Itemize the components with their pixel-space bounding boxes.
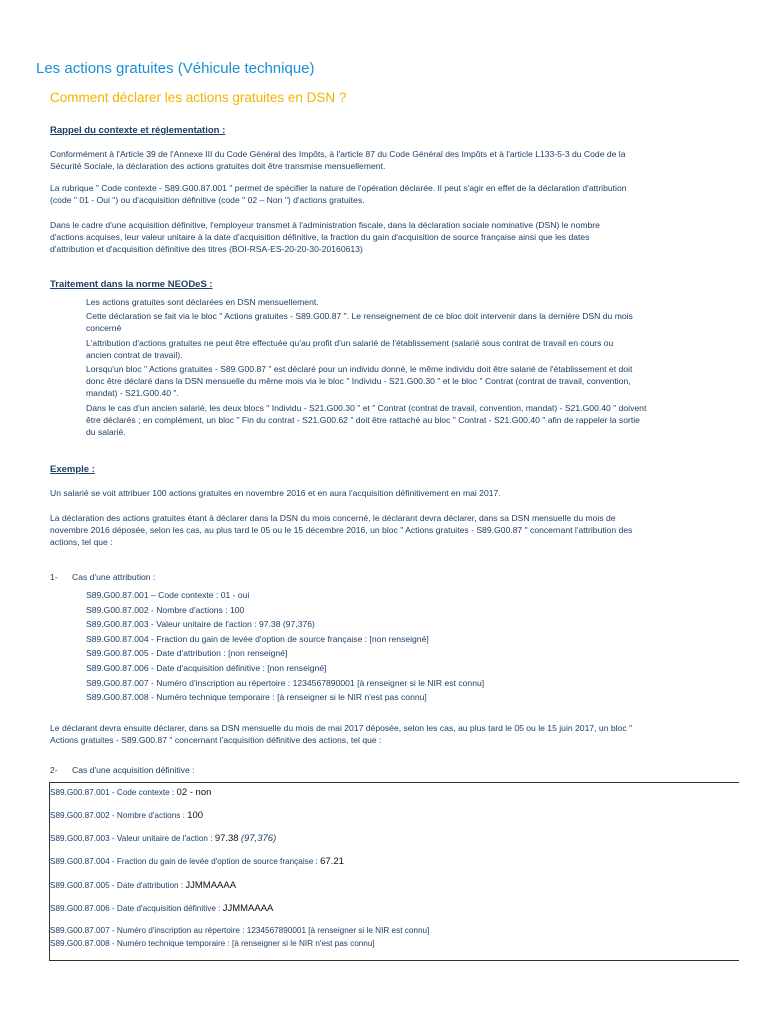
box-row: [50, 856, 344, 867]
row-value: JJMMAAAA: [185, 880, 237, 891]
case-acquisition-heading: [50, 765, 195, 775]
attribution-code-list: [86, 588, 484, 705]
paragraph-acquisition: [50, 722, 732, 746]
row-value: 67.21: [320, 856, 344, 867]
list-item: [86, 310, 732, 334]
code-line: S89.G00.87.002 - Nombre d'actions : 100: [86, 604, 245, 615]
text-line: d'actions acquises, leur valeur unitaire à la date d'acquisition définitive, la fraction du gain d'acquisition de source française ainsi que les dates: [50, 232, 590, 242]
acquisition-box: [49, 782, 739, 961]
row-label: S89.G00.87.004 - Fraction du gain de levée d'option de source française :: [50, 857, 321, 866]
text-line: Sécurité Sociale, la déclaration des actions gratuites doit être transmise mensuellement.: [50, 161, 386, 171]
paragraph-conformement: [50, 148, 732, 172]
text-line: La rubrique " Code contexte - S89.G00.87.001 " permet de spécifier la nature de l'opération déclarée. Il peut s'agir en effet de la déclaration d'attribution: [50, 183, 627, 193]
text-line: La déclaration des actions gratuites étant à déclarer dans la DSN du mois concerné, le déclarant devra déclarer, dans sa DSN mensuelle du mois de: [50, 513, 616, 523]
text-line: L'attribution d'actions gratuites ne peut être effectuée qu'au profit d'un salarié de l'établissement (salarié sous contrat de travail en cours ou: [86, 338, 614, 348]
heading-exemple: Exemple :: [50, 464, 95, 475]
row-label: S89.G00.87.001 - Code contexte :: [50, 788, 177, 797]
row-value: 100: [187, 810, 204, 821]
text-line: mandat) - S21.G00.40 ".: [86, 388, 179, 398]
box-row: [50, 833, 276, 844]
case-label: Cas d'une acquisition définitive :: [72, 765, 195, 775]
row-label: S89.G00.87.008 - Numéro technique temporaire : [à renseigner si le NIR n'est pas connu]: [50, 939, 375, 948]
code-line: S89.G00.87.005 - Date d'attribution : [non renseigné]: [86, 648, 288, 659]
list-item: [86, 363, 732, 399]
paragraph-exemple: [50, 487, 732, 499]
list-item: [86, 296, 732, 308]
row-label: S89.G00.87.003 - Valeur unitaire de l'action :: [50, 834, 215, 843]
box-row: [50, 926, 429, 935]
box-row: [50, 810, 203, 821]
row-value-alt: (97,376): [240, 833, 277, 844]
case-number: 1-: [50, 572, 58, 582]
box-row: [50, 787, 211, 798]
heading-traitement: Traitement dans la norme NEODeS :: [50, 279, 213, 290]
case-label: Cas d'une attribution :: [72, 572, 156, 582]
row-value: 97.38: [214, 833, 239, 844]
text-line: Le déclarant devra ensuite déclarer, dans sa DSN mensuelle du mois de mai 2017 déposée, selon les cas, au plus tard le 05 ou le 15 juin 2017, un bloc ": [50, 723, 633, 733]
case-attribution-heading: [50, 572, 155, 582]
text-line: Dans le cas d'un ancien salarié, les deux blocs " Individu - S21.G00.30 " et " Contrat (contrat de travail, convention, mandat) - S21.G00.40 " doivent: [86, 403, 647, 413]
text-line: Un salarié se voit attribuer 100 actions gratuites en novembre 2016 et en aura l'acquisition définitivement en mai 2017.: [50, 488, 501, 498]
code-line: S89.G00.87.008 - Numéro technique temporaire : [à renseigner si le NIR n'est pas connu]: [86, 692, 427, 703]
code-line: S89.G00.87.007 - Numéro d'inscription au répertoire : 1234567890001 [à renseigner si le NIR est connu]: [86, 677, 485, 688]
code-line: S89.G00.87.004 - Fraction du gain de levée d'option de source française : [non renseigné]: [86, 633, 429, 644]
text-line: être déclarés ; en complément, un bloc " Fin du contrat - S21.G00.62 " doit être rattaché au bloc " Contrat - S21.G00.40 " afin de rappeler la sortie: [86, 415, 640, 425]
list-item: [86, 337, 732, 361]
code-line: S89.G00.87.006 - Date d'acquisition définitive : [non renseigné]: [86, 662, 327, 673]
text-line: Dans le cadre d'une acquisition définitive, l'employeur transmet à l'administration fiscale, dans la déclaration sociale nominative (DSN) le nombre: [50, 220, 600, 230]
text-line: novembre 2016 déposée, selon les cas, au plus tard le 05 ou le 15 décembre 2016, un bloc " Actions gratuites - S89.G00.87 " concernant l'attribution des: [50, 525, 633, 535]
code-line: S89.G00.87.001 – Code contexte : 01 - oui: [86, 590, 250, 600]
case-number: 2-: [50, 765, 58, 775]
paragraph-rubrique: [50, 182, 732, 206]
box-row: [50, 903, 273, 914]
heading-rappel: Rappel du contexte et réglementation :: [50, 125, 226, 136]
paragraph-cadre: [50, 219, 732, 255]
text-line: Lorsqu'un bloc " Actions gratuites - S89.G00.87 " est déclaré pour un individu donné, le même individu doit être salarié de l'établissement et doit: [86, 364, 633, 374]
paragraph-declaration: [50, 512, 732, 548]
text-line: (code " 01 - Oui ") ou d'acquisition définitive (code " 02 – Non ") d'actions gratuites.: [50, 195, 365, 205]
row-label: S89.G00.87.006 - Date d'acquisition définitive :: [50, 904, 223, 913]
row-label: S89.G00.87.005 - Date d'attribution :: [50, 881, 186, 890]
document-subtitle: Comment déclarer les actions gratuites en DSN ?: [50, 90, 347, 105]
row-value: JJMMAAAA: [222, 903, 274, 914]
code-line: S89.G00.87.003 - Valeur unitaire de l'action : 97.38 (97,376): [86, 619, 315, 630]
row-value: 02 - non: [176, 787, 212, 798]
list-item: [86, 402, 732, 438]
text-line: concerné: [86, 323, 122, 333]
text-line: actions, tel que :: [50, 537, 113, 547]
text-line: ancien contrat de travail).: [86, 350, 183, 360]
box-row: [50, 939, 375, 948]
text-line: donc être déclaré dans la DSN mensuelle du même mois via le bloc " Individu - S21.G00.30 " et le bloc " Contrat (contrat de travail, convention,: [86, 376, 631, 386]
text-line: Les actions gratuites sont déclarées en DSN mensuellement.: [86, 297, 319, 307]
row-label: S89.G00.87.002 - Nombre d'actions :: [50, 811, 188, 820]
text-line: d'attribution et d'acquisition définitive des titres (BOI-RSA-ES-20-20-30-20160613): [50, 244, 363, 254]
document-title: Les actions gratuites (Véhicule technique): [36, 60, 315, 77]
text-line: Actions gratuites - S89.G00.87 " concernant l'acquisition définitive des actions, tel que :: [50, 735, 382, 745]
row-label: S89.G00.87.007 - Numéro d'inscription au répertoire : 1234567890001 [à renseigner si le NIR est connu]: [50, 926, 430, 935]
box-row: [50, 880, 236, 891]
text-line: Conformément à l'Article 39 de l'Annexe III du Code Général des Impôts, à l'article 87 du Code Général des Impôts et à l'article L133-5-3 du Code de la: [50, 149, 626, 159]
text-line: Cette déclaration se fait via le bloc " Actions gratuites - S89.G00.87 ". Le renseignement de ce bloc doit intervenir dans la dernière DSN du mois: [86, 311, 633, 321]
text-line: du salarié.: [86, 427, 126, 437]
